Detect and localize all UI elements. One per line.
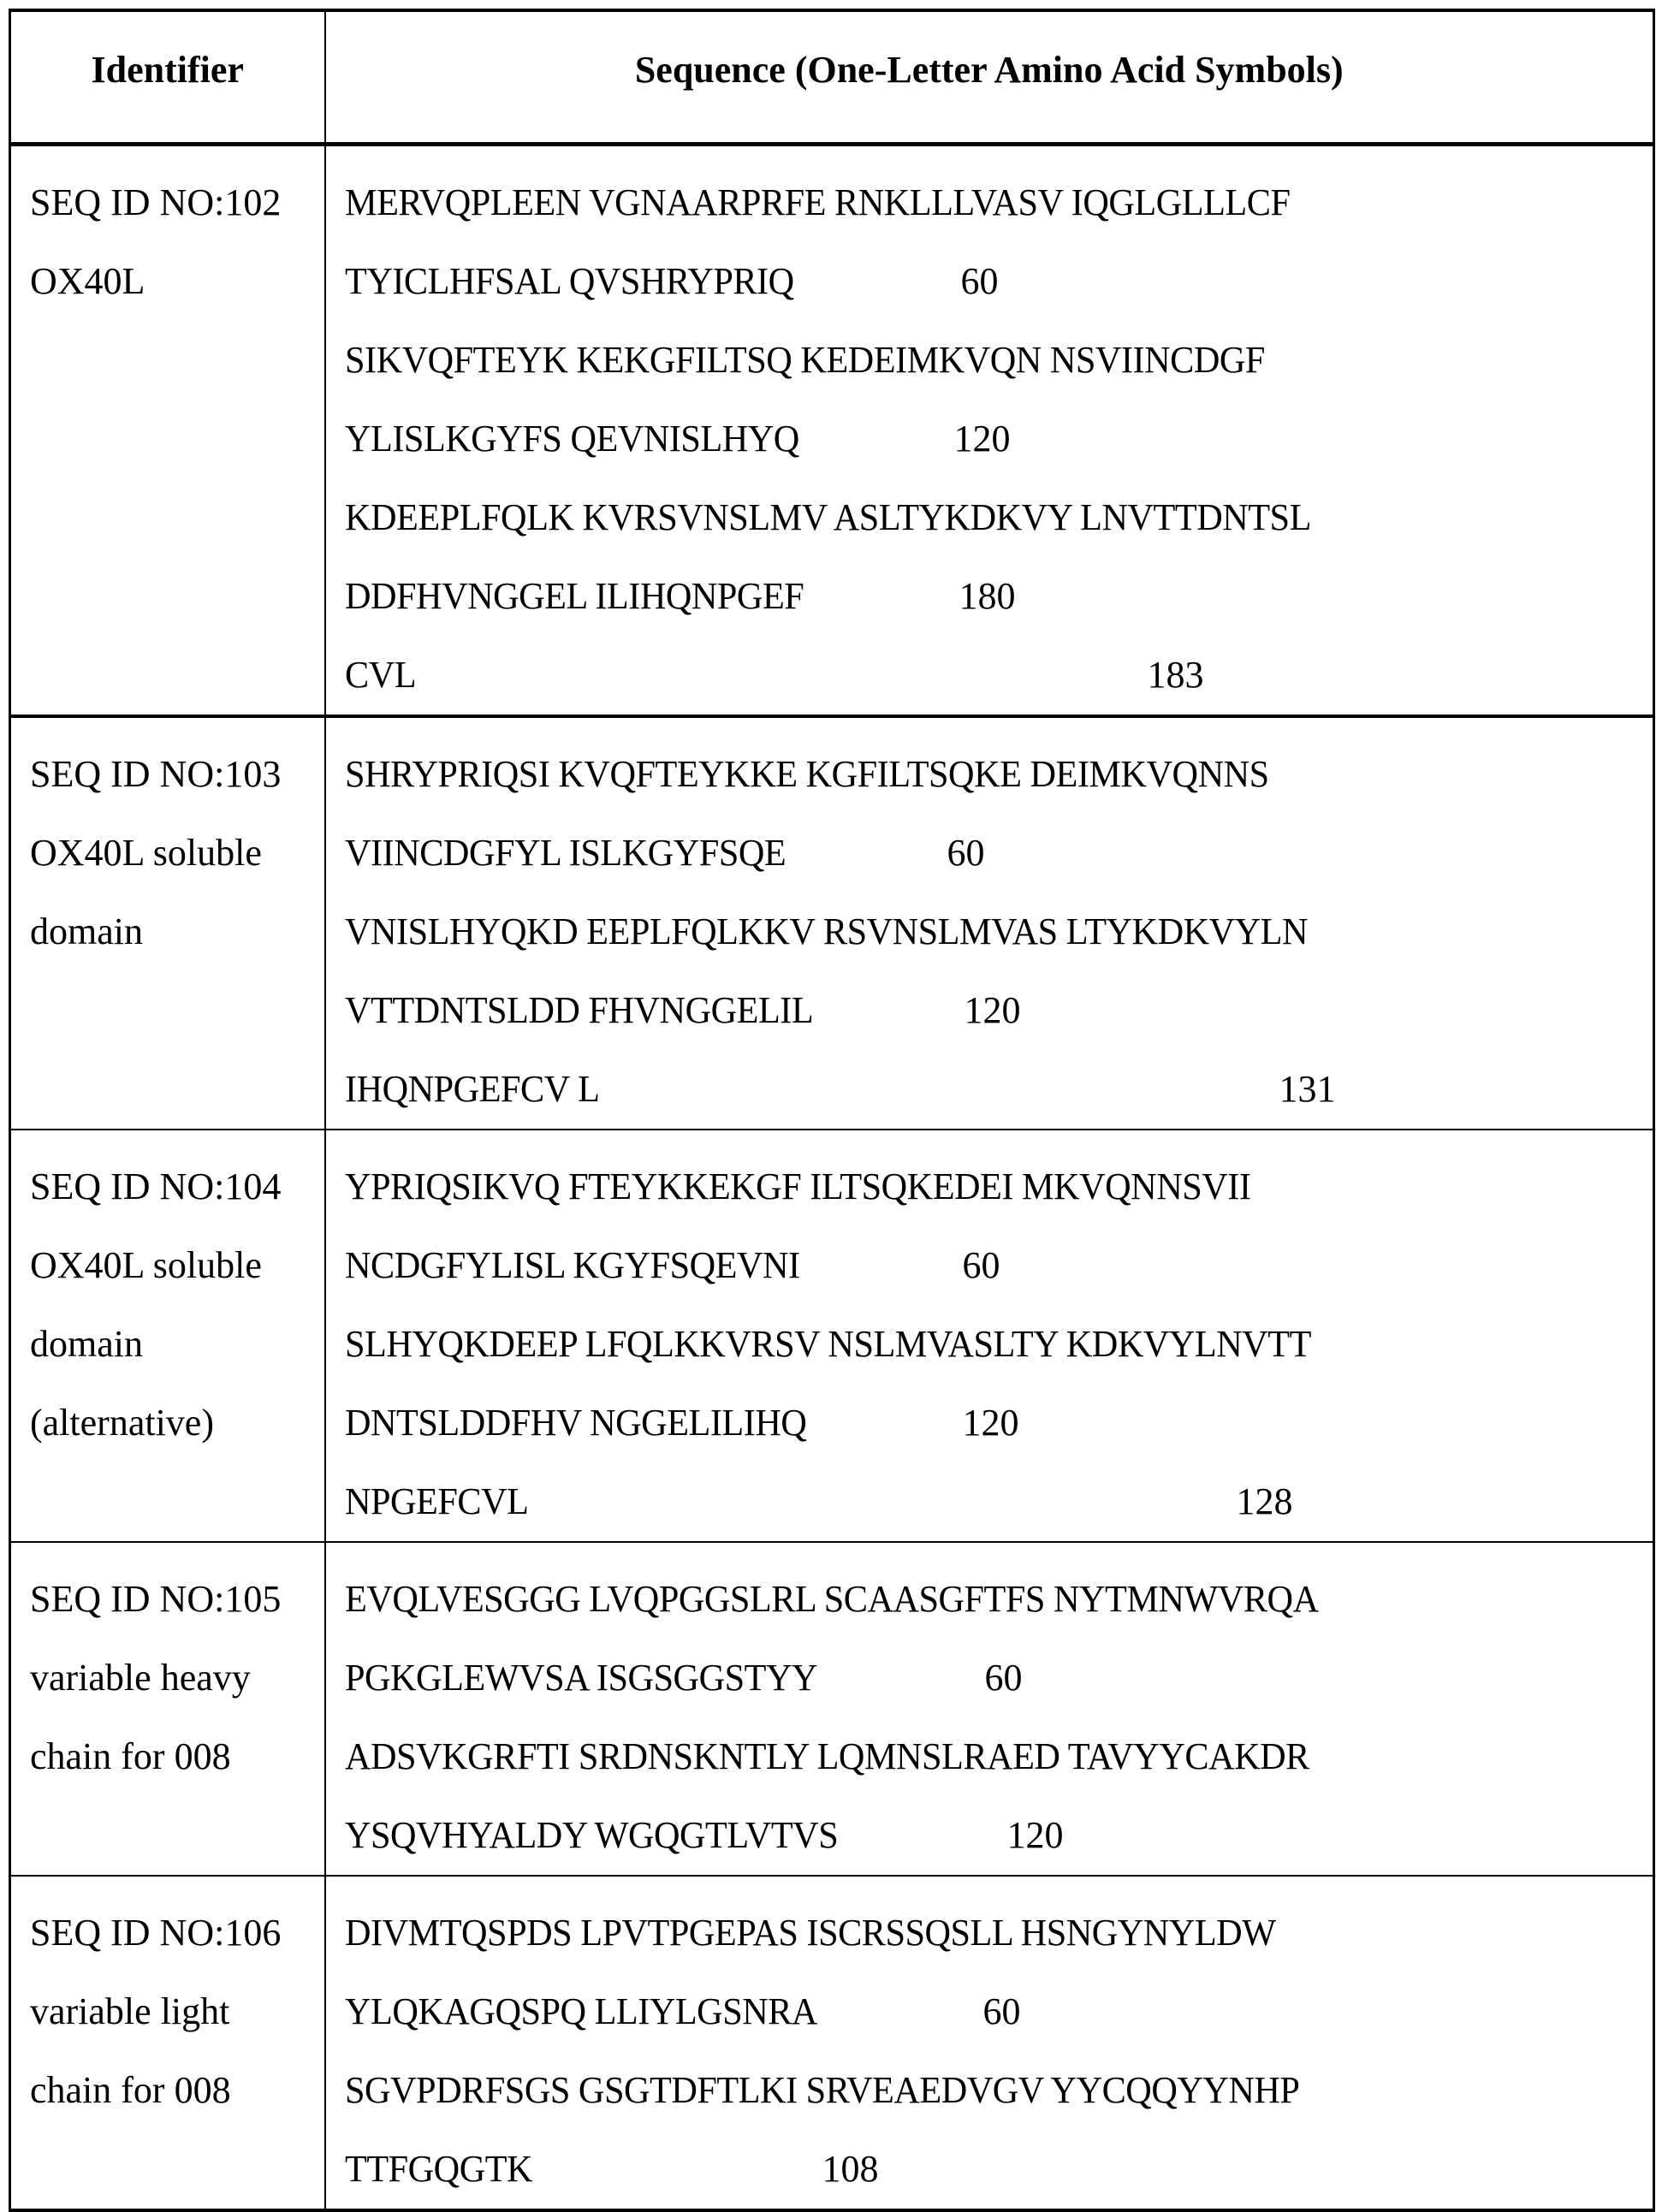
residue-position: 108 [822,2148,879,2190]
table-row [10,1542,1654,1876]
sequence-text: IHQNPGEFCV L [344,1068,599,1110]
table-header-row [10,10,1654,145]
seq-id-label: SEQ ID NO:104 [30,1165,282,1207]
residue-position: 60 [947,832,985,874]
sequence-line [345,1384,1653,1462]
sequence-cell [325,145,1654,717]
table-row [10,716,1654,1130]
header-identifier: Identifier [10,10,325,145]
sequence-line [345,1305,1653,1384]
residue-position: 120 [964,989,1021,1031]
sequence-table [9,9,1655,2212]
seq-description: chain for 008 [30,1735,231,1777]
sequence-text: ADSVKGRFTI SRDNSKNTLY LQMNSLRAED TAVYYCAKDR [344,1735,1309,1777]
seq-description: variable light [30,1990,230,2032]
sequence-text: NCDGFYLISL KGYFSQEVNI [344,1244,800,1286]
residue-position: 183 [1147,654,1204,696]
seq-description: domain [30,910,143,952]
sequence-line [345,2051,1653,2130]
sequence-text: DIVMTQSPDS LPVTPGEPAS ISCRSSQSLL HSNGYNYLDW [344,1912,1276,1954]
sequence-cell [325,1130,1654,1542]
identifier-cell [10,145,325,717]
seq-id-label: SEQ ID NO:102 [30,181,282,223]
sequence-line [345,893,1653,971]
residue-position: 60 [982,1990,1021,2032]
residue-position: 120 [953,418,1011,460]
sequence-line [345,814,1653,893]
sequence-line [345,557,1653,636]
residue-position: 60 [984,1657,1023,1699]
sequence-line [345,1560,1653,1639]
seq-description: OX40L soluble [30,1244,262,1286]
sequence-text: YPRIQSIKVQ FTEYKKEKGF ILTSQKEDEI MKVQNNSVII [344,1165,1250,1207]
sequence-text: SLHYQKDEEP LFQLKKVRSV NSLMVASLTY KDKVYLNVTT [344,1323,1311,1365]
sequence-text: SHRYPRIQSI KVQFTEYKKE KGFILTSQKE DEIMKVQNNS [344,753,1269,795]
residue-position: 120 [1006,1814,1064,1856]
residue-position: 60 [960,260,999,302]
sequence-line [345,735,1653,814]
table-row [10,145,1654,717]
sequence-text: DDFHVNGGEL ILIHQNPGEF [344,575,804,617]
sequence-line [345,163,1653,242]
sequence-text: MERVQPLEEN VGNAARPRFE RNKLLLVASV IQGLGLLLCF [344,181,1290,223]
sequence-text: EVQLVESGGG LVQPGGSLRL SCAASGFTFS NYTMNWVRQA [344,1578,1319,1620]
identifier-cell [10,1876,325,2210]
sequence-cell [325,716,1654,1130]
sequence-line [345,1050,1653,1129]
sequence-text: YLQKAGQSPQ LLIYLGSNRA [344,1990,817,2032]
seq-id-label: SEQ ID NO:103 [30,753,282,795]
table-row [10,1876,1654,2210]
sequence-text: KDEEPLFQLK KVRSVNSLMV ASLTYKDKVY LNVTTDNTSL [344,496,1311,538]
sequence-text: YSQVHYALDY WGQGTLVTVS [344,1814,838,1856]
sequence-text: CVL [344,654,416,696]
seq-description: domain [30,1323,143,1365]
sequence-line [345,478,1653,557]
residue-position: 60 [962,1244,1000,1286]
sequence-text: DNTSLDDFHV NGGELILIHQ [344,1402,806,1444]
seq-description: OX40L [30,260,145,302]
sequence-text: TTFGQGTK [344,2148,532,2190]
header-sequence: Sequence (One-Letter Amino Acid Symbols) [325,10,1654,145]
identifier-cell [10,1542,325,1876]
residue-position: 180 [959,575,1016,617]
seq-id-label: SEQ ID NO:105 [30,1578,282,1620]
sequence-line [345,636,1653,715]
sequence-line [345,1639,1653,1717]
sequence-text: TYICLHFSAL QVSHRYPRIQ [344,260,794,302]
sequence-line [345,242,1653,321]
seq-description: chain for 008 [30,2069,231,2111]
sequence-text: SGVPDRFSGS GSGTDFTLKI SRVEAEDVGV YYCQQYYNHP [344,2069,1299,2111]
sequence-line [345,1972,1653,2051]
sequence-line [345,2130,1653,2209]
residue-position: 120 [962,1402,1019,1444]
sequence-line [345,1462,1653,1541]
identifier-cell [10,716,325,1130]
sequence-text: PGKGLEWVSA ISGSGGSTYY [344,1657,817,1699]
residue-position: 128 [1236,1480,1293,1522]
sequence-text: NPGEFCVL [344,1480,528,1522]
seq-description: variable heavy [30,1657,251,1699]
sequence-line [345,1226,1653,1305]
sequence-text: VNISLHYQKD EEPLFQLKKV RSVNSLMVAS LTYKDKVYLN [344,910,1308,952]
sequence-line [345,1796,1653,1875]
residue-position: 131 [1279,1068,1336,1110]
sequence-text: VTTDNTSLDD FHVNGGELIL [344,989,813,1031]
identifier-cell [10,1130,325,1542]
seq-id-label: SEQ ID NO:106 [30,1912,282,1954]
sequence-line [345,400,1653,478]
sequence-line [345,321,1653,400]
seq-description: (alternative) [30,1402,214,1444]
sequence-text: SIKVQFTEYK KEKGFILTSQ KEDEIMKVQN NSVIINCDGF [344,339,1265,381]
sequence-line [345,971,1653,1050]
sequence-text: YLISLKGYFS QEVNISLHYQ [344,418,799,460]
sequence-text: VIINCDGFYL ISLKGYFSQE [344,832,786,874]
sequence-line [345,1148,1653,1226]
sequence-cell [325,1876,1654,2210]
table-row [10,1130,1654,1542]
sequence-line [345,1717,1653,1796]
seq-description: OX40L soluble [30,832,262,874]
sequence-line [345,1894,1653,1972]
sequence-cell [325,1542,1654,1876]
